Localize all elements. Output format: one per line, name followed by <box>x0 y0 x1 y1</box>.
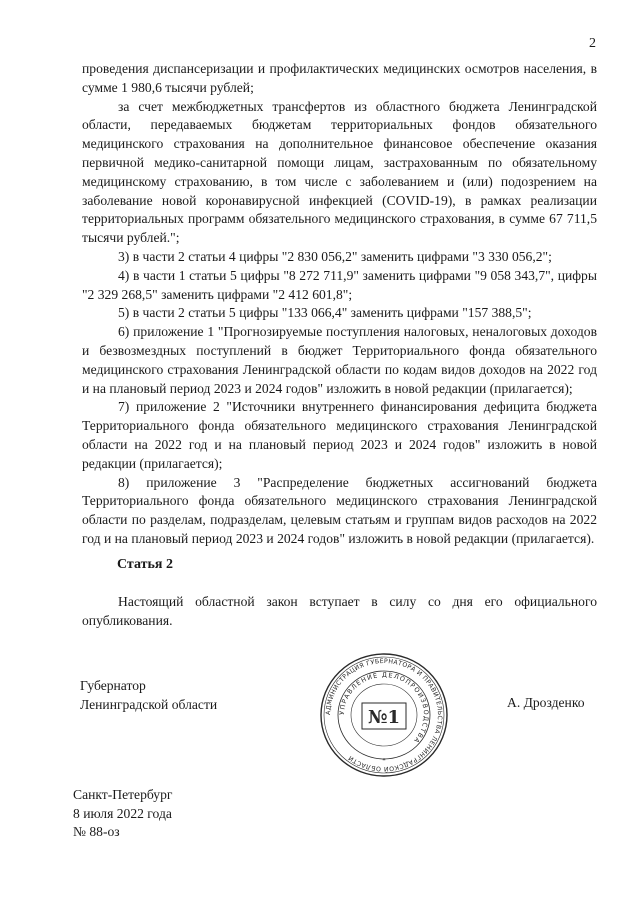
city: Санкт-Петербург <box>73 787 173 802</box>
signatory-title-line1: Губернатор <box>80 678 146 693</box>
final-paragraph: Настоящий областной закон вступает в силу со дня его официального опубликования. <box>82 594 597 628</box>
paragraph-item-5: 5) в части 2 статьи 5 цифры "133 066,4" заменить цифрами "157 388,5"; <box>118 305 532 321</box>
article-heading: Статья 2 <box>117 557 173 572</box>
official-seal <box>318 651 450 779</box>
seal-number: №1 <box>367 707 401 728</box>
signatory-title-line2: Ленинградской области <box>80 696 218 712</box>
page-number: 2 <box>589 36 596 51</box>
seal-outer-text: АДМИНИСТРАЦИЯ ГУБЕРНАТОРА И ПРАВИТЕЛЬСТВА ЛЕНИНГРАДСКОЙ ОБЛАСТИ <box>324 657 444 773</box>
law-body <box>82 60 597 549</box>
law-number: № 88-оз <box>73 824 120 840</box>
paragraph-item-8: 8) приложение 3 "Распределение бюджетных ассигнований бюджета Территориального фонда обязательного медицинского страхования Ленинградской области по разделам, подразделам, целевым статьям и группам видов расходов на 2022 год и на плановый период 2023 и 2024 годов" изложить в новой редакции (прилагается). <box>82 474 597 546</box>
paragraph-transfers: за счет межбюджетных трансфертов из областного бюджета Ленинградской области, передаваемых бюджетам территориальных фондов обязательного медицинского страхования на дополнительное финансовое обеспечение оказания первичной медико-санитарной помощи лицам, застрахованным по обязательному медицинскому страхованию, в том числе с заболеванием и (или) подозрением на заболевание новой коронавирусной инфекцией (COVID-19), в рамках реализации территориальных программ обязательного медицинского страхования, в сумме 67 711,5 тысячи рублей."; <box>82 98 597 246</box>
paragraph-item-6: 6) приложение 1 "Прогнозируемые поступления налоговых, неналоговых доходов и безвозмездных поступлений в бюджет Территориального фонда обязательного медицинского страхования Ленинградской области по кодам видов доходов на 2022 год и на плановый период 2023 и 2024 годов" изложить в новой редакции (прилагается); <box>82 324 597 396</box>
signatory-title <box>80 677 217 715</box>
seal-inner-text: УПРАВЛЕНИЕ ДЕЛОПРОИЗВОДСТВА <box>337 670 431 746</box>
date: 8 июля 2022 года <box>73 805 172 821</box>
seal-star-icon: * <box>382 757 386 765</box>
paragraph-item-3: 3) в части 2 статьи 4 цифры "2 830 056,2" заменить цифрами "3 330 056,2"; <box>118 248 552 264</box>
place-and-date <box>73 786 172 842</box>
paragraph-item-7: 7) приложение 2 "Источники внутреннего финансирования дефицита бюджета Территориального фонда обязательного медицинского страхования Ленинградской области на 2022 год и на плановый период 2023 и 2024 годов" изложить в новой редакции (прилагается); <box>82 399 597 471</box>
signatory-name: А. Дрозденко <box>507 695 585 710</box>
paragraph-continuation: проведения диспансеризации и профилактических медицинских осмотров населения, в сумме 1 980,6 тысячи рублей; <box>82 61 597 95</box>
paragraph-item-4: 4) в части 1 статьи 5 цифры "8 272 711,9" заменить цифрами "9 058 343,7", цифры "2 329 268,5" заменить цифрами "2 412 601,8"; <box>82 267 597 302</box>
